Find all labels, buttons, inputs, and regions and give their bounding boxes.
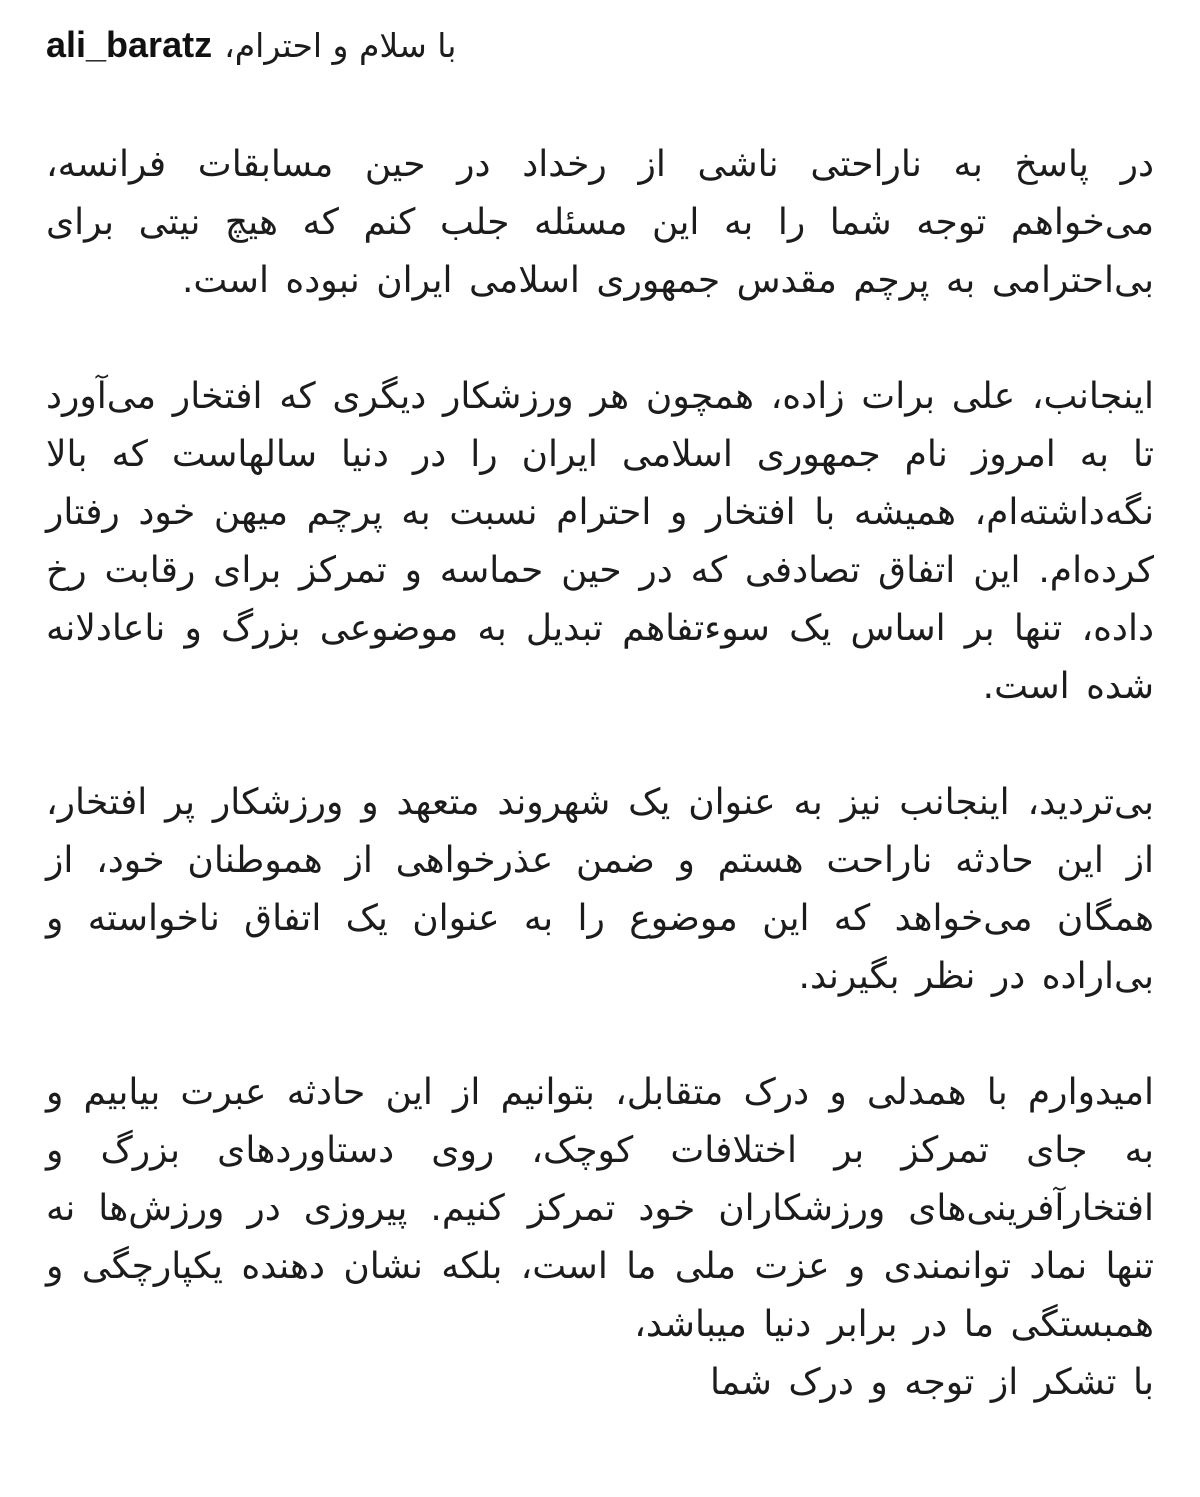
caption-header	[46, 14, 1154, 76]
greeting-text: با سلام و احترام،	[224, 26, 457, 65]
caption-body	[46, 136, 1154, 1412]
paragraph-hope: امیدوارم با همدلی و درک متقابل، بتوانیم از این حادثه عبرت بیابیم و به جای تمرکز بر اختلافات کوچک، روی دستاوردهای بزرگ و افتخارآفرینی‌های ورزشکاران خود تمرکز کنیم. پیروزی در ورزش‌ها نه تنها نماد توانمندی و عزت ملی ما است، بلکه نشان دهنده یکپارچگی و همبستگی ما در برابر دنیا میباشد،	[46, 1072, 1154, 1345]
paragraph-athlete-statement: اینجانب، علی برات زاده، همچون هر ورزشکار دیگری که افتخار می‌آورد تا به امروز نام جمهوری اسلامی ایران را در دنیا سالهاست که بالا نگه‌داشته‌ام، همیشه با افتخار و احترام نسبت به پرچم میهن خود رفتار کرده‌ام. این اتفاق تصادفی که در حین حماسه و تمرکز برای رقابت رخ داده، تنها بر اساس یک سوءتفاهم تبدیل به موضوعی بزرگ و ناعادلانه شده است.	[46, 376, 1154, 707]
paragraph-apology-intent: در پاسخ به ناراحتی ناشی از رخداد در حین مسابقات فرانسه، می‌خواهم توجه شما را به این مسئله جلب کنم که هیچ نیتی برای بی‌احترامی به پرچم مقدس جمهوری اسلامی ایران نبوده است.	[46, 144, 1154, 301]
paragraph-public-apology: بی‌تردید، اینجانب نیز به عنوان یک شهروند متعهد و ورزشکار پر افتخار، از این حادثه ناراحت هستم و ضمن عذرخواهی از هموطنان خود، از همگان می‌خواهد که این موضوع را به عنوان یک اتفاق ناخواسته و بی‌اراده در نظر بگیرند.	[46, 782, 1154, 997]
username-link[interactable]: ali_baratz	[46, 24, 213, 65]
signoff-text: با تشکر از توجه و درک شما	[709, 1362, 1154, 1403]
